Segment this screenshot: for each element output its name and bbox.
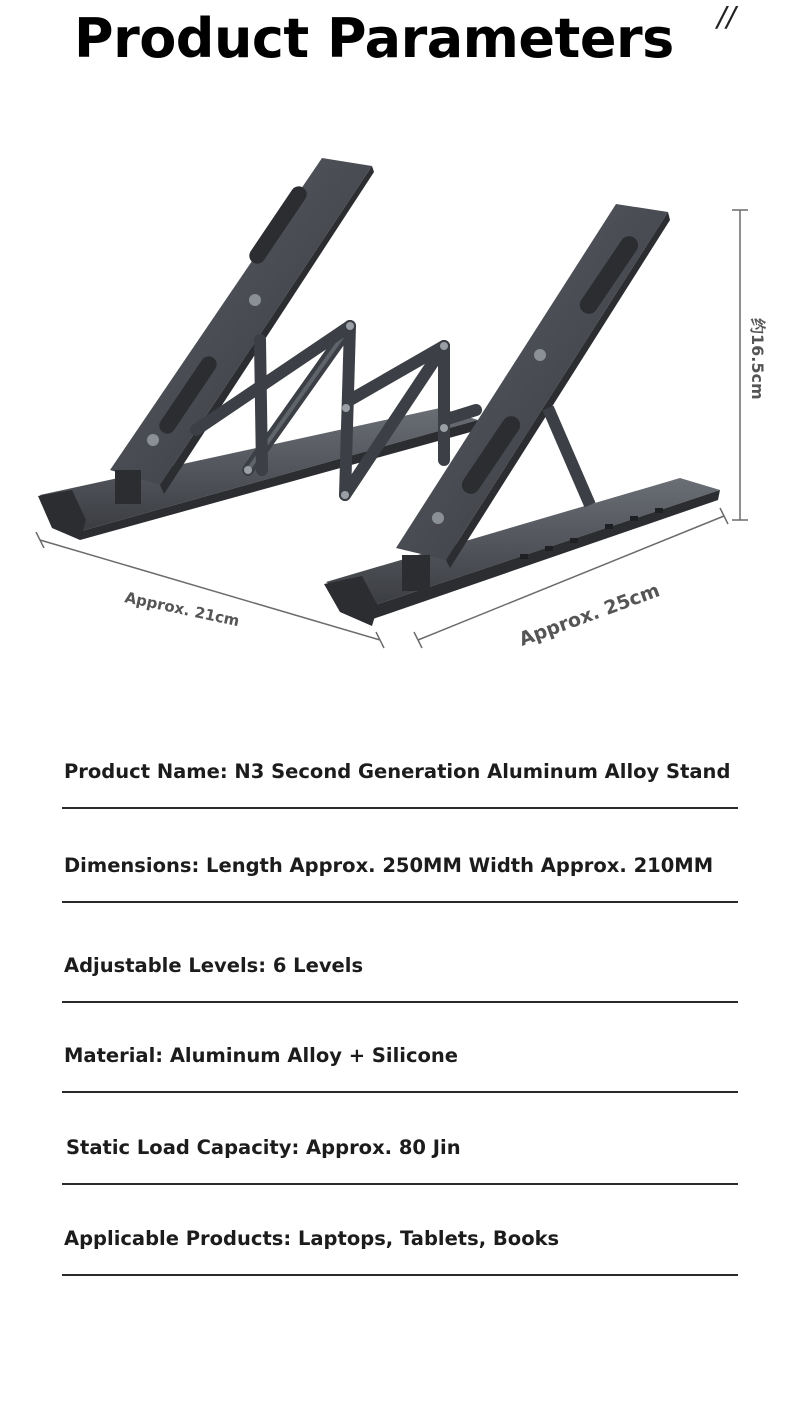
spec-row-product-name <box>62 740 738 809</box>
spec-adjustable-levels: Adjustable Levels: 6 Levels <box>64 954 364 977</box>
width-dimension-label: Approx. 21cm <box>123 588 242 631</box>
length-dimension-label: Approx. 25cm <box>516 579 663 651</box>
spec-material: Material: Aluminum Alloy + Silicone <box>64 1044 459 1067</box>
corner-mark: // <box>717 0 736 33</box>
right-base-rail <box>324 478 720 626</box>
height-dimension-label: 约16.5cm <box>748 318 767 400</box>
spec-dimensions: Dimensions: Length Approx. 250MM Width Approx. 210MM <box>64 854 714 877</box>
spec-row-material <box>62 1022 738 1093</box>
spec-applicable-products: Applicable Products: Laptops, Tablets, Books <box>64 1227 560 1250</box>
spec-row-dimensions <box>62 834 738 903</box>
page-title: Product Parameters <box>74 7 674 70</box>
spec-row-applicable-products <box>62 1207 738 1276</box>
spec-product-name: Product Name: N3 Second Generation Aluminum Alloy Stand <box>64 760 731 783</box>
spec-load-capacity: Static Load Capacity: Approx. 80 Jin <box>66 1136 461 1159</box>
spec-row-adjustable-levels <box>62 933 738 1003</box>
product-illustration <box>0 100 790 680</box>
spec-row-load-capacity <box>62 1116 738 1185</box>
